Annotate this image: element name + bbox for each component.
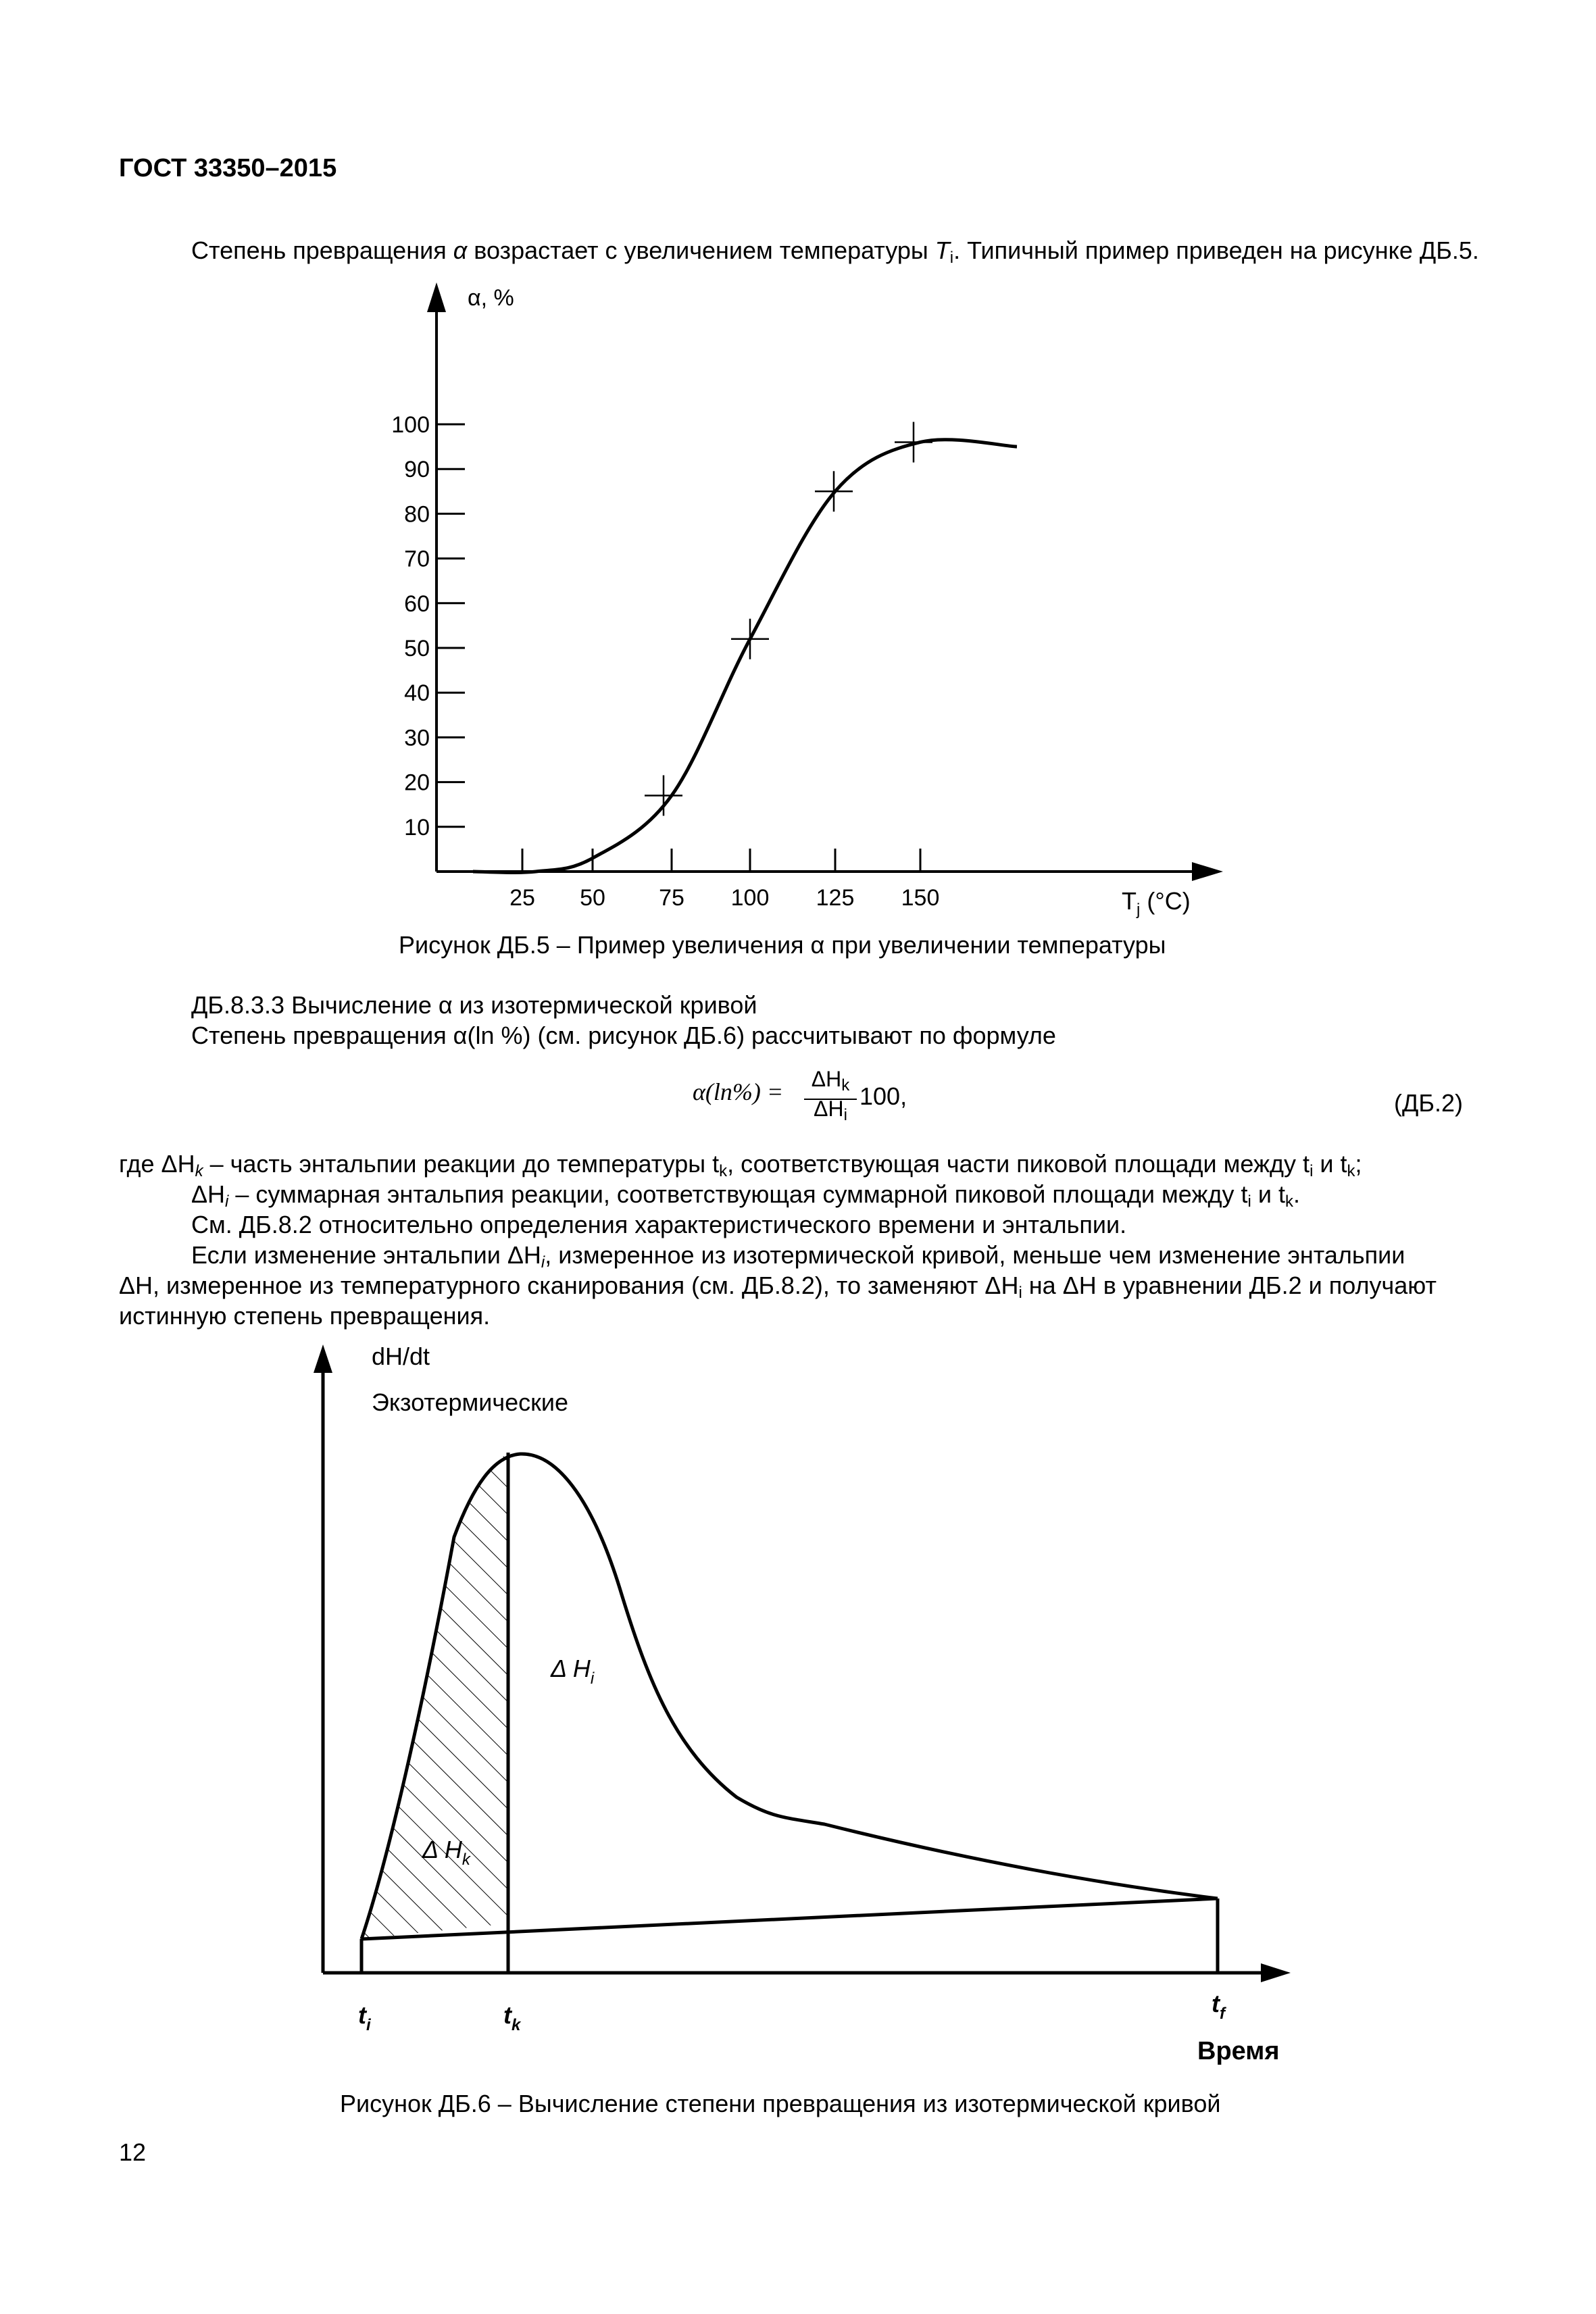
- y-tick-label: 10: [404, 814, 430, 840]
- document-header: ГОСТ 33350–2015: [119, 154, 337, 182]
- x-tick-label: 50: [580, 885, 605, 911]
- y-tick-label: 100: [391, 412, 430, 438]
- formula: [693, 1078, 783, 1106]
- where-line-2: $\Delta H_i$ – суммарная энтальпия реакции, соответствующая суммарной пиковой площади между $t_i$ и $t_k$.: [191, 1180, 1300, 1211]
- x-tick-label: 100: [730, 885, 770, 911]
- y-axis-arrow: [427, 282, 446, 312]
- formula-number: (ДБ.2): [1394, 1089, 1464, 1117]
- x-axis-arrow: [1192, 862, 1223, 881]
- partial-area-hatch: [338, 1432, 541, 1973]
- x-axis-label: $T_j$ (°C): [1122, 887, 1191, 919]
- x-tick-label: 25: [509, 885, 535, 911]
- partial-enthalpy-label: Δ $H_k$: [422, 1836, 470, 1869]
- t-i-label: $t_i$: [358, 2001, 371, 2034]
- where-line-6: истинную степень превращения.: [119, 1302, 491, 1330]
- y-tick-label: 90: [404, 457, 430, 483]
- section-title: ДБ.8.3.3 Вычисление α из изотермической кривой: [191, 991, 757, 1019]
- total-enthalpy-label: Δ $H_i$: [551, 1655, 595, 1688]
- intro-paragraph: [191, 235, 1479, 274]
- y-tick-label: 20: [404, 770, 430, 796]
- y-tick-label: 60: [404, 590, 430, 617]
- x-tick-label: 75: [659, 885, 684, 911]
- x-axis-arrow: [1261, 1963, 1291, 1982]
- y-axis-label: dH/dt: [372, 1342, 430, 1370]
- intro-text: возрастает с увеличением температуры: [467, 236, 935, 264]
- y-tick-label: 50: [404, 636, 430, 661]
- section-line: Степень превращения α(ln %) (см. рисунок ДБ.6) рассчитывают по формуле: [191, 1022, 1056, 1049]
- x-tick-label: 125: [816, 885, 855, 911]
- t-k-label: $t_k$: [503, 2001, 521, 2034]
- y-tick-label: 40: [404, 680, 430, 707]
- temperature-subscript: i: [949, 249, 954, 267]
- t-f-label: $t_f$: [1212, 1990, 1225, 2023]
- y-axis-label: α, %: [468, 285, 514, 311]
- isothermal-curve-diagram: [270, 1331, 1311, 2074]
- where-line-3: См. ДБ.8.2 относительно определения характеристического времени и энтальпии.: [191, 1211, 1127, 1238]
- formula-lhs: α(ln%) =: [693, 1078, 784, 1105]
- y-tick-label: 30: [404, 725, 430, 751]
- x-tick-label: 150: [901, 885, 940, 911]
- y-tick-label: 70: [404, 546, 430, 572]
- conversion-curve: [473, 440, 1017, 873]
- formula-denominator: $\Delta H_i$: [814, 1097, 847, 1124]
- formula-tail: 100,: [859, 1082, 907, 1110]
- intro-text: Степень превращения: [191, 236, 453, 264]
- temperature-symbol: T: [934, 236, 950, 264]
- figure-6-caption: Рисунок ДБ.6 – Вычисление степени превращения из изотермической кривой: [340, 2090, 1221, 2117]
- x-axis-label: Время: [1197, 2037, 1280, 2065]
- y-tick-label: 80: [404, 501, 430, 528]
- exothermic-label: Экзотермические: [372, 1388, 569, 1416]
- where-line-1: где $\Delta H_k$ – часть энтальпии реакции до температуры $t_k$, соответствующая части пиковой площади между $t_i$ и $t_k$;: [119, 1150, 1362, 1180]
- alpha-symbol: α: [453, 236, 468, 264]
- where-line-5: ΔH, измеренное из температурного сканирования (см. ДБ.8.2), то заменяют $\Delta H_i$ на ΔH в уравнении ДБ.2 и получают: [119, 1272, 1437, 1302]
- alpha-vs-temperature-chart: [351, 270, 1230, 919]
- where-line-4: Если изменение энтальпии $\Delta H_i$, измеренное из изотермической кривой, меньше чем изменение энтальпии: [191, 1241, 1405, 1272]
- figure-5-caption: Рисунок ДБ.5 – Пример увеличения α при увеличении температуры: [399, 931, 1166, 959]
- page-number: 12: [119, 2138, 147, 2166]
- intro-text: . Типичный пример приведен на рисунке ДБ.5.: [953, 236, 1479, 264]
- y-axis-arrow: [314, 1344, 332, 1373]
- formula-numerator: $\Delta H_k$: [804, 1066, 857, 1100]
